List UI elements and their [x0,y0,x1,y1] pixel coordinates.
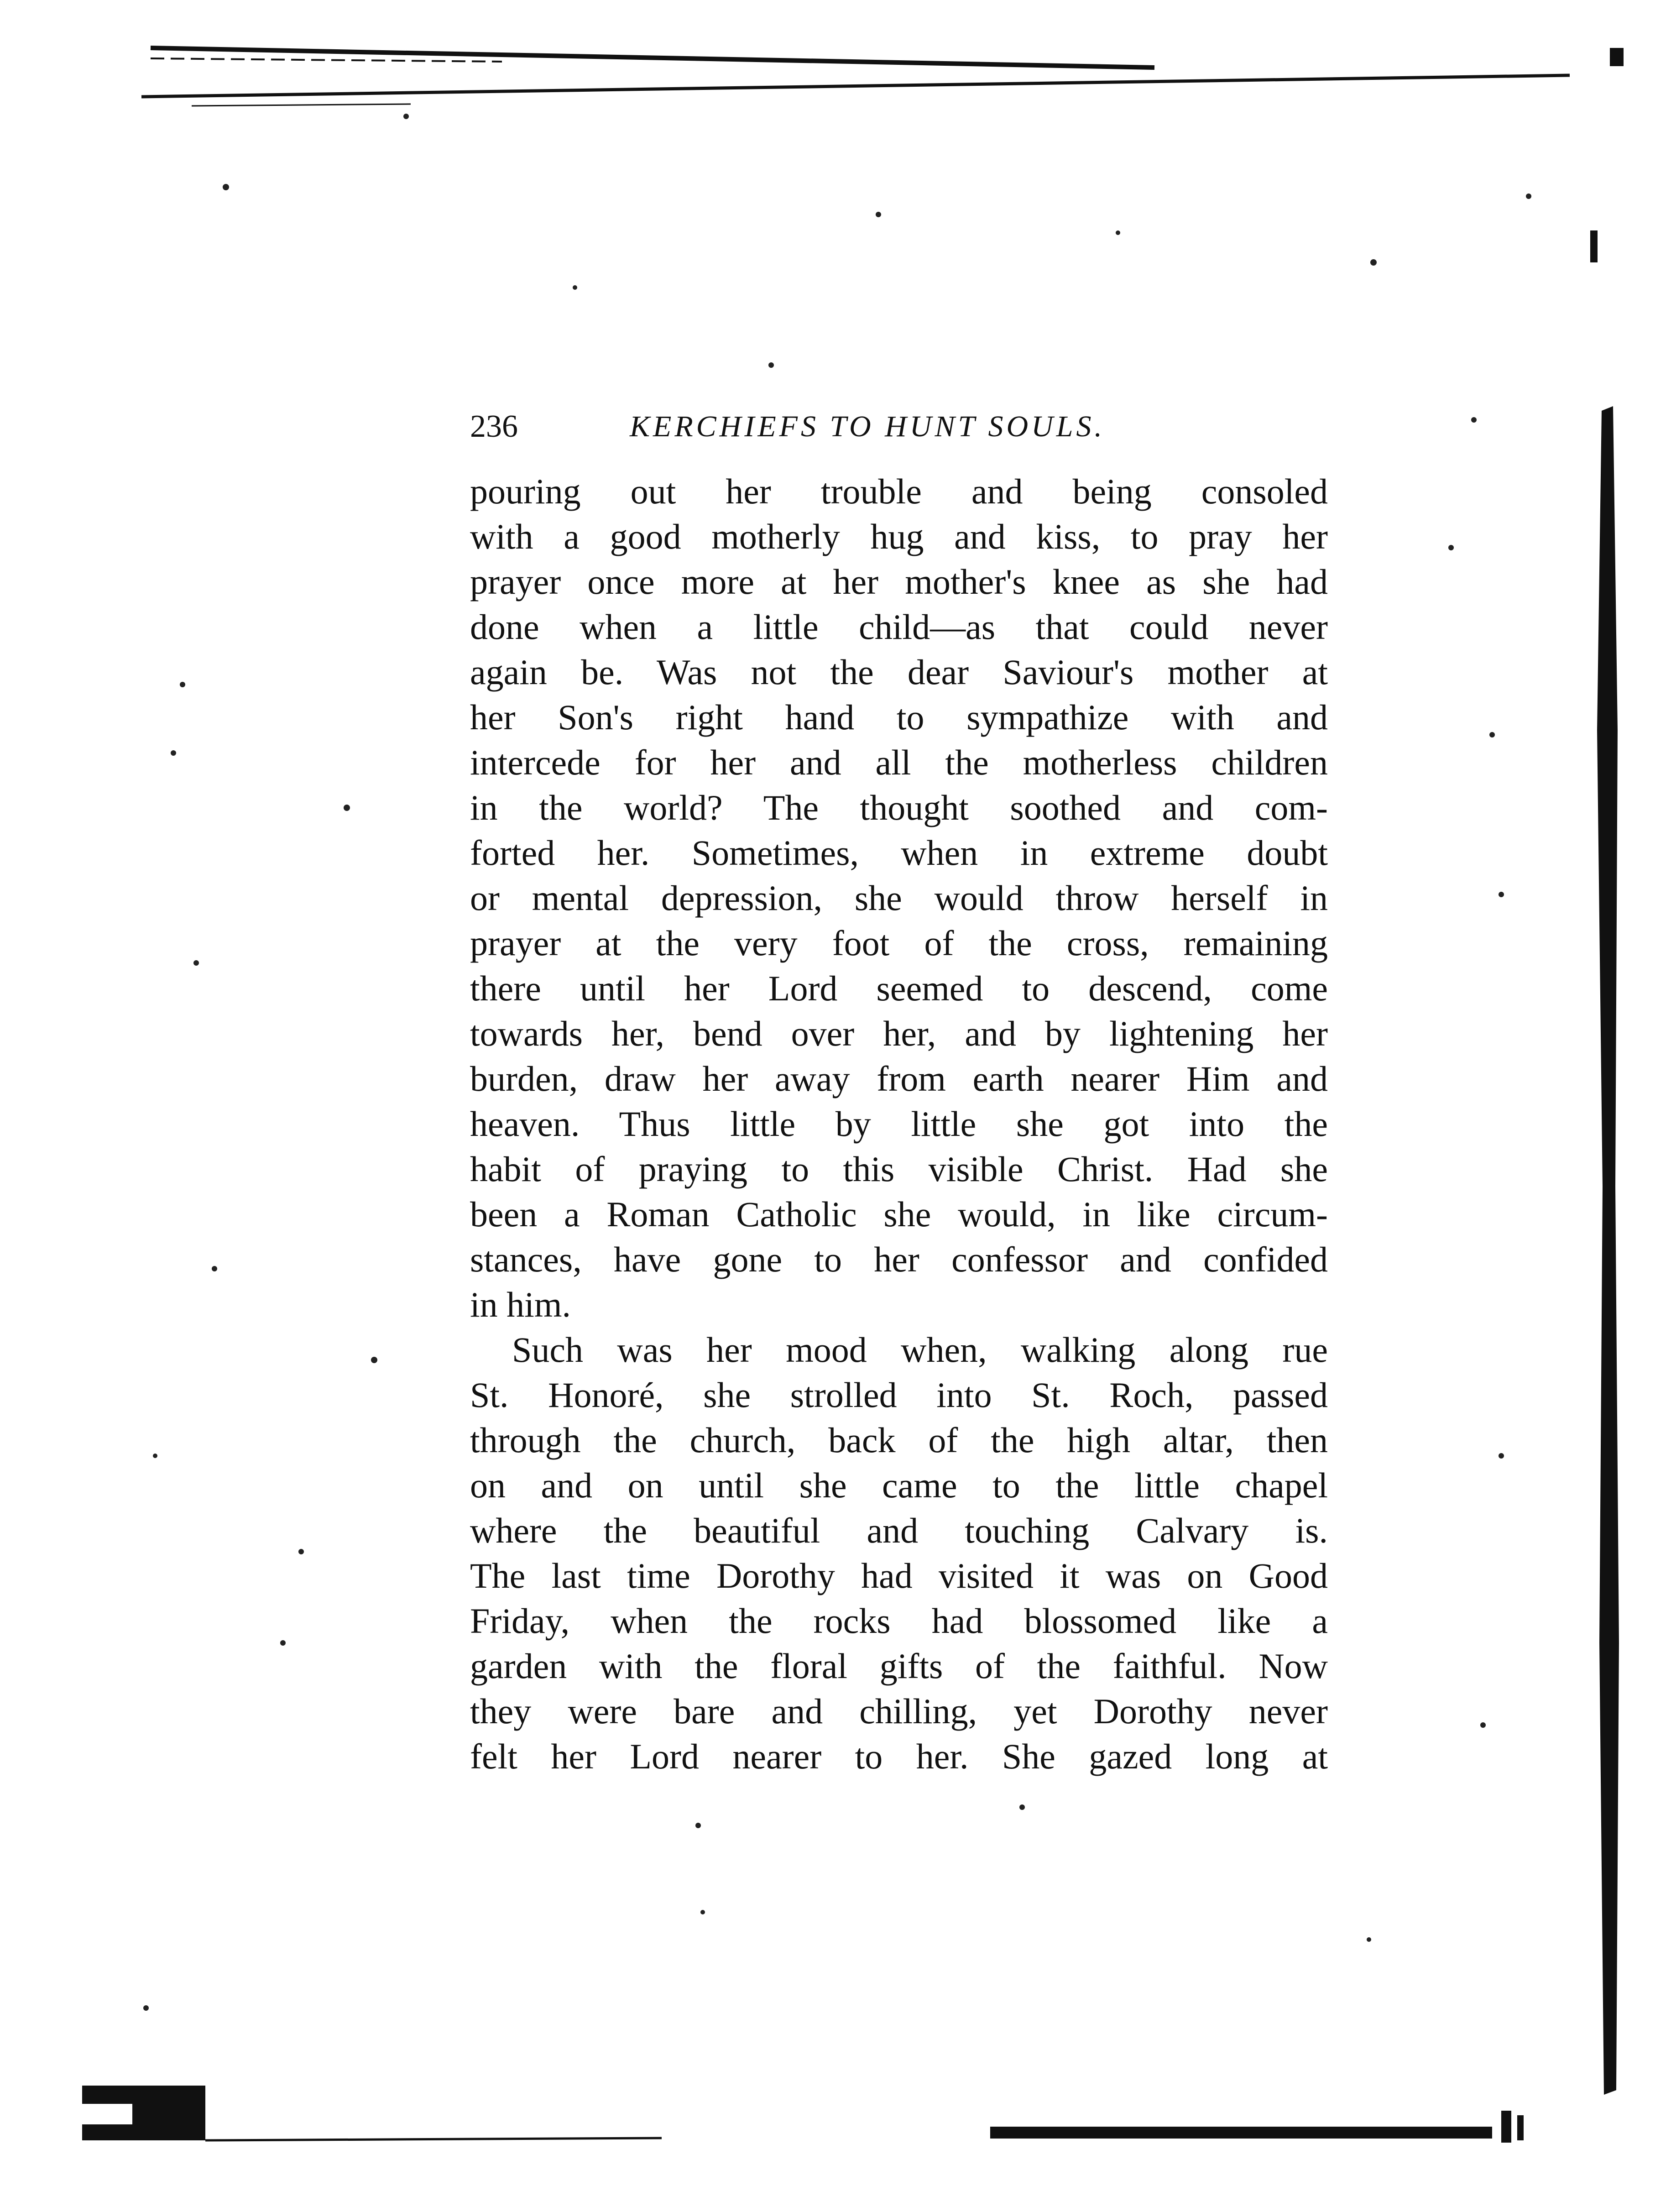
text-line: done when a little child—as that could never [470,607,1328,647]
text-line: her Son's right hand to sympathize with and [470,697,1328,737]
text-line: there until her Lord seemed to descend, come [470,968,1328,1008]
text-line: or mental depression, she would throw herself in [470,878,1328,918]
text-line: prayer once more at her mother's knee as she had [470,562,1328,601]
right-binding-edge [1590,48,1624,2095]
text-line: on and on until she came to the little chapel [470,1465,1328,1505]
text-line: heaven. Thus little by little she got into the [470,1104,1328,1144]
text-line: they were bare and chilling, yet Dorothy never [470,1691,1328,1731]
text-line: pouring out her trouble and being consoled [470,471,1328,511]
text-line: forted her. Sometimes, when in extreme doubt [470,833,1328,873]
text-line: garden with the floral gifts of the faithful. Now [470,1646,1328,1686]
paragraph-end-line: in him. [470,1285,571,1324]
text-line: intercede for her and all the motherless children [470,743,1328,782]
text-line: habit of praying to this visible Christ. Had she [470,1149,1328,1189]
body-text [470,469,1328,1779]
paragraph-start-line: Such was her mood when, walking along rue [512,1330,1328,1370]
top-scan-border [141,48,1570,106]
text-line: Friday, when the rocks had blossomed like a [470,1601,1328,1641]
text-line: burden, draw her away from earth nearer Him and [470,1059,1328,1098]
bottom-scan-border [82,2086,1524,2143]
text-line: where the beautiful and touching Calvary is. [470,1511,1328,1550]
page-number: 236 [470,409,518,444]
text-line: been a Roman Catholic she would, in like circum- [470,1194,1328,1234]
page-header [470,402,1337,452]
running-head: KERCHIEFS TO HUNT SOULS. [630,410,1106,443]
text-line: through the church, back of the high altar, then [470,1420,1328,1460]
text-line: The last time Dorothy had visited it was on Good [470,1556,1328,1595]
text-line: prayer at the very foot of the cross, remaining [470,923,1328,963]
text-line: St. Honoré, she strolled into St. Roch, passed [470,1375,1328,1415]
text-line: again be. Was not the dear Saviour's mother at [470,652,1328,692]
text-line: felt her Lord nearer to her. She gazed long at [470,1736,1328,1776]
text-line: stances, have gone to her confessor and confided [470,1239,1328,1279]
text-line: with a good motherly hug and kiss, to pray her [470,517,1328,556]
text-line: in the world? The thought soothed and com- [470,788,1328,827]
text-line: towards her, bend over her, and by lightening her [470,1014,1328,1053]
